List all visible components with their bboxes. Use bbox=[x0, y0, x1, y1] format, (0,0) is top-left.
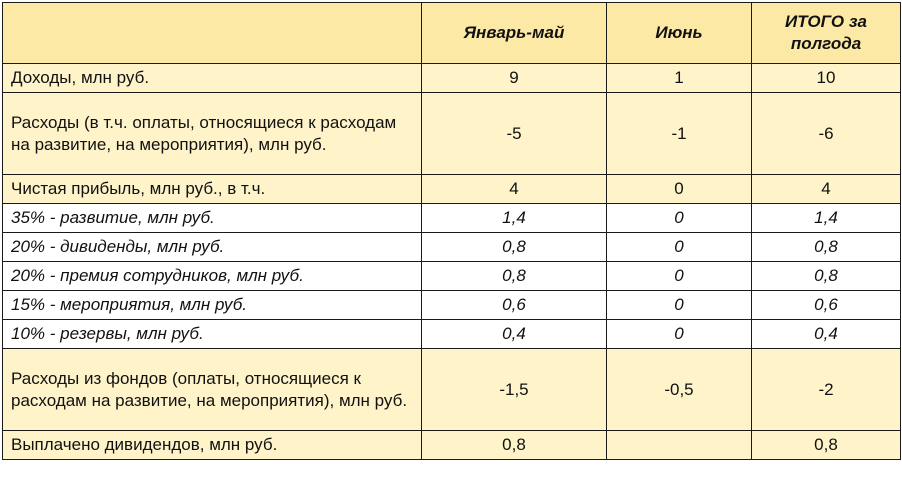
cell-total: 4 bbox=[752, 175, 901, 204]
row-label: Доходы, млн руб. bbox=[3, 64, 422, 93]
header-corner-cell bbox=[3, 3, 422, 64]
cell-total: 0,8 bbox=[752, 262, 901, 291]
cell-june: 0 bbox=[607, 262, 752, 291]
header-jan-may: Январь-май bbox=[422, 3, 607, 64]
table-row-net-profit bbox=[3, 175, 901, 204]
cell-jan-may: 0,8 bbox=[422, 262, 607, 291]
cell-june: 1 bbox=[607, 64, 752, 93]
row-label: 20% - премия сотрудников, млн руб. bbox=[3, 262, 422, 291]
cell-jan-may: 9 bbox=[422, 64, 607, 93]
table-row-dividends bbox=[3, 233, 901, 262]
cell-total: 1,4 bbox=[752, 204, 901, 233]
cell-june: 0 bbox=[607, 204, 752, 233]
cell-total: 0,6 bbox=[752, 291, 901, 320]
cell-jan-may: 0,6 bbox=[422, 291, 607, 320]
cell-jan-may: -5 bbox=[422, 93, 607, 175]
cell-june: 0 bbox=[607, 291, 752, 320]
table-row-events bbox=[3, 291, 901, 320]
financial-report-table bbox=[2, 2, 901, 460]
cell-total: 10 bbox=[752, 64, 901, 93]
table-header-row bbox=[3, 3, 901, 64]
cell-june: 0 bbox=[607, 233, 752, 262]
cell-total: -6 bbox=[752, 93, 901, 175]
cell-jan-may: 0,8 bbox=[422, 233, 607, 262]
table-row-development bbox=[3, 204, 901, 233]
cell-jan-may: 4 bbox=[422, 175, 607, 204]
table-row-income bbox=[3, 64, 901, 93]
header-half-year-total: ИТОГО за полгода bbox=[752, 3, 901, 64]
row-label: 10% - резервы, млн руб. bbox=[3, 320, 422, 349]
cell-jan-may: -1,5 bbox=[422, 349, 607, 431]
cell-june bbox=[607, 431, 752, 460]
table-row-reserves bbox=[3, 320, 901, 349]
cell-jan-may: 0,8 bbox=[422, 431, 607, 460]
cell-june: -0,5 bbox=[607, 349, 752, 431]
row-label: Чистая прибыль, млн руб., в т.ч. bbox=[3, 175, 422, 204]
cell-jan-may: 0,4 bbox=[422, 320, 607, 349]
table-row-fund-expenses bbox=[3, 349, 901, 431]
table-row-employee-bonus bbox=[3, 262, 901, 291]
row-label: 35% - развитие, млн руб. bbox=[3, 204, 422, 233]
row-label: Выплачено дивидендов, млн руб. bbox=[3, 431, 422, 460]
row-label: Расходы (в т.ч. оплаты, относящиеся к расходам на развитие, на мероприятия), млн руб. bbox=[3, 93, 422, 175]
table-row-dividends-paid bbox=[3, 431, 901, 460]
header-june: Июнь bbox=[607, 3, 752, 64]
cell-jan-may: 1,4 bbox=[422, 204, 607, 233]
cell-total: 0,8 bbox=[752, 431, 901, 460]
row-label: 20% - дивиденды, млн руб. bbox=[3, 233, 422, 262]
cell-june: 0 bbox=[607, 320, 752, 349]
cell-total: 0,8 bbox=[752, 233, 901, 262]
table-row-expenses bbox=[3, 93, 901, 175]
cell-june: -1 bbox=[607, 93, 752, 175]
row-label: Расходы из фондов (оплаты, относящиеся к расходам на развитие, на мероприятия), млн руб. bbox=[3, 349, 422, 431]
cell-total: 0,4 bbox=[752, 320, 901, 349]
row-label: 15% - мероприятия, млн руб. bbox=[3, 291, 422, 320]
cell-total: -2 bbox=[752, 349, 901, 431]
cell-june: 0 bbox=[607, 175, 752, 204]
